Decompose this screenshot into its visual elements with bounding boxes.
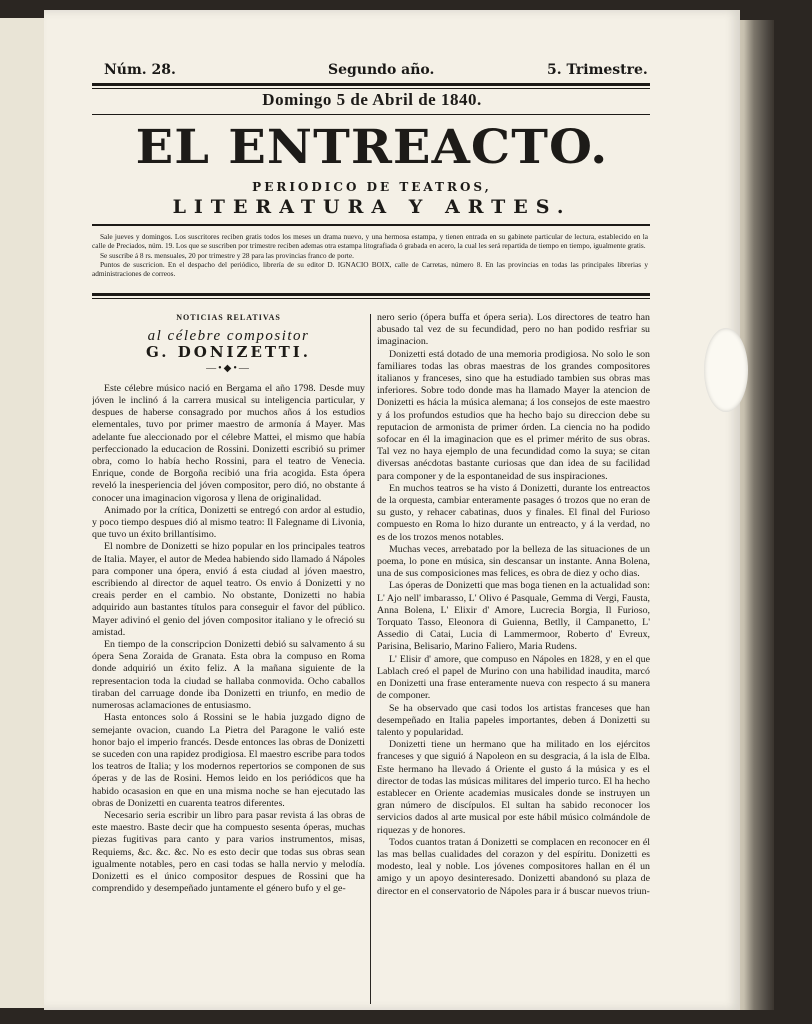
- article-title: al célebre compositor: [147, 328, 310, 345]
- facing-page-edge: [0, 18, 45, 1008]
- article-paragraph: Animado por la crítica, Donizetti se entregó con ardor al estudio, y poco tiempo despues dió al mismo teatro: Il Falegname di Livonia, que tuvo un éxito brillantísimo.: [92, 504, 365, 541]
- date-rule: [92, 114, 650, 115]
- notice-paragraph: Sale jueves y domingos. Los suscritores reciben gratis todos los meses un drama nuevo, y una hermosa estampa, y tienen entrada en su gabinete particular de lectura, establecido en la calle de Preciados, núm. 19. Los que se suscriben por trimestre reciben ademas otra estampa litografiada ó grabada en acero, la cual les será repartida de tiempo en tiempo, igualmente gratis.: [92, 232, 648, 251]
- article-paragraph: En muchos teatros se ha visto á Donizetti, durante los entreactos de la orquesta, cambiar enteramente pasages ó trozos que no eran de su gusto, y rehacer cabatinas, duos y finales. El final del Furioso compuesto en Roma lo hizo durante un entreacto, y á la verdad, no es de los trozos menos notables.: [377, 482, 650, 543]
- article-paragraph: Necesario seria escribir un libro para pasar revista á las obras de este maestro. Baste decir que ha compuesto sesenta óperas, muchas piezas fugitivas para canto y para varios instrumentos, misas, Requiems, &c. &c. &c. No es esto decir que todas sus obras sean igualmente notables, pero en casi todas se halla nervio y melodía. Donizetti es el único compositor despues de Rossini que ha comprendido y desempeñado juntamente el género bufo y el ge-: [92, 809, 365, 895]
- top-rule: [92, 83, 650, 86]
- notice-paragraph: Se suscribe á 8 rs. mensuales, 20 por trimestre y 28 para las provincias franco de porte.: [100, 250, 354, 260]
- article-paragraph: Donizetti está dotado de una memoria prodigiosa. No solo le son familiares todas las obras maestras de los grandes compositores italianos y franceses, sino que ha estudiado tambien sus obras mas inferiores. Sobre todo donde mas ha llamado Mayer la atencion de Donizetti es hácia la música alemana; á los consejos de este maestro y á los profundos estudios que ha hecho bajo su direccion debe su reputacion de armonista de primer órden. La ciencia no ha podido sofocar en él la imaginacion que es el primer mérito de sus obras. Tal vez no haya ejemplo de una fecundidad como la suya; se citan diversas anécdotas bastante curiosas que dan idea de su facilidad para componer y de la espontaneidad de sus inspiraciones.: [377, 348, 650, 482]
- ornament-divider: —•◆•—: [206, 362, 251, 374]
- issue-date: Domingo 5 de Abril de 1840.: [262, 90, 482, 109]
- masthead-subtitle-2: LITERATURA Y ARTES.: [172, 196, 572, 218]
- issue-info-row: [92, 62, 652, 82]
- article-paragraph: Este célebre músico nació en Bergama el año 1798. Desde muy jóven le inclinó á la carrera musical su inteligencia particular, y despues de haberse consagrado por muchos años á los estudios elementales, tuvo por primer maestro de armonía á Mayer. Mas adelante fue aleccionado por el célebre Mattei, el mismo que había perfeccionado la educacion de Rossini. Donizetti escribió su primer obra, como lo había hecho Rossini, para el teatro de Venecia. Enrique, conde de Borgoña recibió una fria acogida. Esta ópera reveló la inesperiencia del jóven compositor, pero dió, no obstante á conocer una imaginacion vigorosa y llena de originalidad.: [92, 382, 365, 504]
- column-divider: [370, 314, 371, 1004]
- article-paragraph: El nombre de Donizetti se hizo popular en los principales teatros de Italia. Mayer, el autor de Medea habiendo sido llamado á Nápoles para componer una ópera, envió á esta ciudad al jóven maestro, escribiendo al director de aquel teatro. Os envio á Donizetti y no creais perder en el cambio. No obstante, Donizetti no habia adquirido aun bastantes títulos para conseguir el favor del público. Mayer adivinó el genio del jóven compositor italiano y le ofreció su amistad.: [92, 541, 365, 638]
- subscription-notice: [92, 232, 648, 278]
- article-paragraph: Hasta entonces solo á Rossini se le habia juzgado digno de semejante ovacion, cuando La Pietra del Paragone le valió este honor bajo el imperio francés. Desde entonces las obras de Donizetti se suceden con una rapidez prodigiosa. El maestro escribe para todos los teatros de Italia; y los modernos repertorios se componen de sus óperas y de las de Rosini. Hemos leido en los periódicos que ha habido ocasasion en que en una misma noche se han ejecutado las obras de Donizetti en cuarenta teatros diferentes.: [92, 712, 365, 809]
- notice-rule-thin: [92, 298, 650, 299]
- year-label: Segundo año.: [328, 62, 435, 78]
- newspaper-page: [44, 10, 740, 1010]
- notice-paragraph: Puntos de suscricion. En el despacho del periódico, librería de su editor D. IGNACIO BOIX, calle de Carretas, número 8. En las provincias en todas las principales librerias y administraciones de correos.: [92, 259, 648, 279]
- masthead-subtitle-1: PERIODICO DE TEATROS,: [252, 180, 492, 194]
- article-column-left: [92, 312, 365, 1004]
- article-paragraph: En tiempo de la conscripcion Donizetti debió su salvamento á su ópera Sena Zoraida de Granata. Esta obra la compuso en Roma donde adquirió un éxito feliz. A la mañana siguiente de la representacion toda la ciudad se hallaba conmovida. Ocho caballos tiraban del carruage donde iba Donizetti en triunfo, en medio de numerosas aclamaciones de entusiasmo.: [92, 639, 365, 712]
- article-paragraph: Se ha observado que casi todos los artistas franceses que han desempeñado en Italia papeles importantes, deben á Donizetti su talento y popularidad.: [377, 702, 650, 738]
- book-binding: [738, 20, 774, 1010]
- article-paragraph: Donizetti tiene un hermano que ha militado en los ejércitos franceses y que siguió á Napoleon en su desgracia, á la isla de Elba. Este hermano ha llevado á Oriente el gusto á la música y es el director de todas las músicas militares del imperio turco. El ha hecho establecer en Oriente academias musicales donde se instruyen un gran número de discípulos. El sultan ha sabido reconocer los servicios dados al arte musical por este hábil músico colmándole de riquezas y de honores.: [377, 739, 650, 836]
- masthead-rule: [92, 224, 650, 226]
- article-paragraph: nero serio (ópera buffa et ópera seria). Los directores de teatro han abusado tal vez de su fecundidad, pero no han podido resfriar su imaginacion.: [377, 312, 650, 348]
- article-paragraph: Todos cuantos tratan á Donizetti se complacen en reconocer en él las mas bellas cualidades del corazon y del espíritu. Donizetti es modesto, leal y noble. Los jóvenes compositores hallan en él un amigo y un apoyo desinteresado. Donizetti abandonó su plaza de director en el conservatorio de Nápoles para ir á buscar nuevos triun-: [377, 836, 650, 897]
- article-subject-name: G. DONIZETTI.: [146, 343, 311, 362]
- quarter-label: 5. Trimestre.: [547, 62, 648, 78]
- article-column-right: [377, 312, 650, 1004]
- notice-rule: [92, 293, 650, 296]
- paper-hole: [704, 328, 748, 412]
- top-rule-thin: [92, 88, 650, 89]
- article-paragraph: Las óperas de Donizetti que mas boga tienen en la actualidad son: L' Ajo nell' imbarasso, L' Olivo é Pasquale, Gemma di Vergi, Fausta, Anna Bolena, L' Elixir d' Amore, Lucrecia Borgia, Il Furioso, Torquato Tasso, Eleonora di Guienna, Betlly, il Campanetto, L' Assedio di Catai, Lucia di Lammermoor, Roberto d' Evreux, Parisina, Belisario, Marino Faliero, Maria Rudens.: [377, 580, 650, 653]
- article-paragraph: L' Elisir d' amore, que compuso en Nápoles en 1828, y en el que Lablach creó el papel de Murino con una habilidad inaudita, marcó en Donizetti una frase enteramente nueva con respecto á su manera de componer.: [377, 653, 650, 702]
- masthead-title: EL ENTREACTO.: [135, 120, 609, 175]
- article-kicker: NOTICIAS RELATIVAS: [176, 313, 281, 322]
- article-paragraph: Muchas veces, arrebatado por la belleza de las situaciones de un poema, lo pone en música, sin descansar un instante. Anna Bolena, una de sus composiciones mas felices, es obra de diez y ocho dias.: [377, 543, 650, 580]
- issue-number: Núm. 28.: [104, 62, 176, 78]
